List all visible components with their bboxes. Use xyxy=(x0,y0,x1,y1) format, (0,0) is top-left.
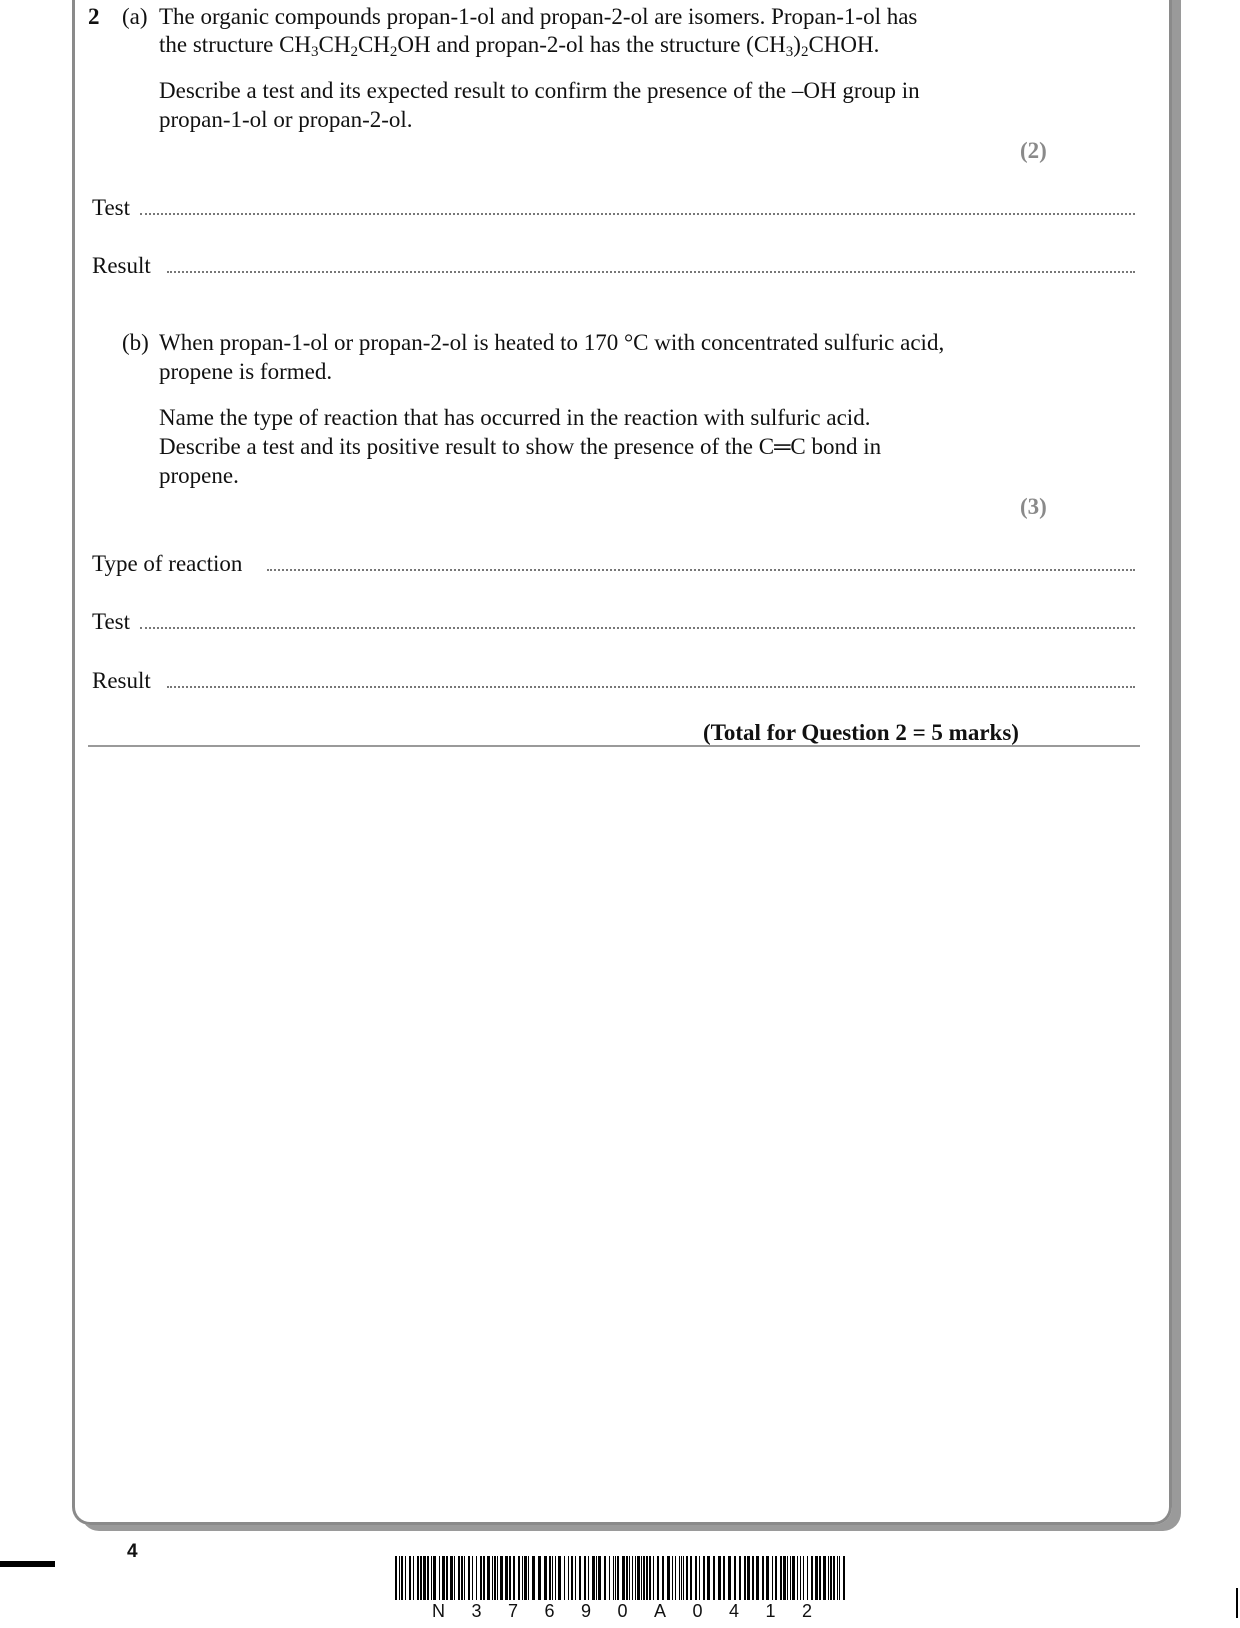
barcode-bar xyxy=(775,1556,777,1600)
barcode-text xyxy=(432,1601,812,1622)
barcode-char: 0 xyxy=(692,1601,703,1621)
page-number: 4 xyxy=(127,1541,138,1562)
barcode-bar xyxy=(454,1556,455,1600)
part-a-result-label: Result xyxy=(92,253,151,278)
margin-mark-right xyxy=(1236,1588,1238,1618)
barcode-bar xyxy=(807,1556,808,1600)
barcode-bar xyxy=(538,1556,541,1600)
barcode-bar xyxy=(803,1556,804,1600)
barcode-bar xyxy=(643,1556,645,1600)
barcode-bar xyxy=(787,1556,788,1600)
barcode-bar xyxy=(513,1556,515,1600)
barcode-bar xyxy=(598,1556,601,1600)
barcode-bar xyxy=(571,1556,573,1600)
barcode-bar xyxy=(420,1556,422,1600)
barcode-bar xyxy=(707,1556,710,1600)
barcode-bar xyxy=(522,1556,523,1600)
barcode-bar xyxy=(433,1556,436,1600)
part-a-result-answer-line[interactable] xyxy=(167,271,1135,273)
barcode-bar xyxy=(509,1556,511,1600)
barcode-bar xyxy=(830,1556,832,1600)
barcode-bar xyxy=(615,1556,616,1600)
barcode-bar xyxy=(500,1556,503,1600)
barcode-char: A xyxy=(653,1601,666,1621)
page-border xyxy=(72,0,1172,1525)
barcode-bar xyxy=(492,1556,493,1600)
part-b-stem-line2: propene is formed. xyxy=(159,359,333,384)
barcode-bar xyxy=(762,1556,764,1600)
barcode-bar xyxy=(446,1556,448,1600)
barcode-bar xyxy=(790,1556,791,1600)
barcode-bar xyxy=(833,1556,835,1600)
barcode-bar xyxy=(564,1556,565,1600)
barcode-char: 9 xyxy=(580,1601,591,1621)
barcode-char: 3 xyxy=(471,1601,482,1621)
barcode-bar xyxy=(464,1556,465,1600)
part-b-instruction-line2: Describe a test and its positive result to show the presence of the C═C bond in xyxy=(159,434,882,459)
barcode-bar xyxy=(401,1556,403,1600)
barcode-bar xyxy=(635,1556,636,1600)
barcode-bar xyxy=(552,1556,553,1600)
barcode-char: 7 xyxy=(507,1601,518,1621)
part-b-stem-line1: When propan-1-ol or propan-2-ol is heated to 170 °C with concentrated sulfuric acid, xyxy=(159,330,945,355)
barcode-bar xyxy=(494,1556,496,1600)
question-number: 2 xyxy=(88,4,100,29)
barcode-bar xyxy=(703,1556,705,1600)
barcode-bar xyxy=(395,1556,397,1600)
barcode-bar xyxy=(672,1556,673,1600)
part-b-result-answer-line[interactable] xyxy=(167,686,1135,688)
barcode-bar xyxy=(699,1556,700,1600)
barcode-bar xyxy=(653,1556,654,1600)
barcode-bar xyxy=(686,1556,688,1600)
barcode-bar xyxy=(837,1556,838,1600)
barcode-bar xyxy=(472,1556,473,1600)
barcode-bar xyxy=(752,1556,754,1600)
question-divider xyxy=(88,745,1140,747)
part-a-marks: (2) xyxy=(1020,138,1047,163)
barcode-bar xyxy=(815,1556,818,1600)
barcode-bar xyxy=(505,1556,508,1600)
barcode-bar xyxy=(679,1556,680,1600)
barcode-bar xyxy=(458,1556,460,1600)
barcode-bar xyxy=(549,1556,551,1600)
barcode-bar xyxy=(480,1556,482,1600)
barcode-bar xyxy=(800,1556,801,1600)
barcode-bar xyxy=(756,1556,759,1600)
barcode-bar xyxy=(828,1556,829,1600)
barcode-bar xyxy=(568,1556,569,1600)
barcode-bar xyxy=(579,1556,581,1600)
part-b-test-answer-line[interactable] xyxy=(140,627,1135,629)
barcode-bar xyxy=(622,1556,625,1600)
part-b-instruction-line1: Name the type of reaction that has occurred in the reaction with sulfuric acid. xyxy=(159,405,871,430)
barcode-bar xyxy=(613,1556,614,1600)
barcode-bar xyxy=(843,1556,845,1600)
barcode-bar xyxy=(723,1556,725,1600)
barcode xyxy=(395,1556,845,1600)
part-b-marks: (3) xyxy=(1020,494,1047,519)
barcode-bar xyxy=(427,1556,429,1600)
barcode-bar xyxy=(626,1556,628,1600)
barcode-bar xyxy=(637,1556,640,1600)
barcode-bar xyxy=(417,1556,419,1600)
barcode-bar xyxy=(747,1556,750,1600)
question-total-marks: (Total for Question 2 = 5 marks) xyxy=(703,720,1019,745)
barcode-char: 4 xyxy=(728,1601,739,1621)
barcode-bar xyxy=(718,1556,721,1600)
part-a-instruction-line1: Describe a test and its expected result to confirm the presence of the –OH group in xyxy=(159,78,920,103)
barcode-char: 1 xyxy=(765,1601,776,1621)
barcode-char: 2 xyxy=(801,1601,812,1621)
barcode-bar xyxy=(423,1556,426,1600)
barcode-char: N xyxy=(432,1601,445,1621)
barcode-bar xyxy=(811,1556,813,1600)
part-b-type-of-reaction-answer-line[interactable] xyxy=(267,569,1135,571)
part-a-stem-line2-start: the structure CH xyxy=(159,32,312,57)
part-b-result-label: Result xyxy=(92,668,151,693)
barcode-bar xyxy=(588,1556,589,1600)
barcode-bar xyxy=(681,1556,682,1600)
barcode-bar xyxy=(713,1556,715,1600)
barcode-bar xyxy=(617,1556,619,1600)
barcode-bar xyxy=(739,1556,741,1600)
barcode-bar xyxy=(839,1556,840,1600)
barcode-bar xyxy=(675,1556,676,1600)
part-b-test-label: Test xyxy=(92,609,130,634)
margin-mark-left xyxy=(0,1561,55,1567)
barcode-bar xyxy=(734,1556,736,1600)
barcode-char: 6 xyxy=(544,1601,555,1621)
part-a-stem-line2-rest: and propan-2-ol has the structure (CH xyxy=(436,32,786,57)
barcode-bar xyxy=(487,1556,490,1600)
barcode-bar xyxy=(575,1556,576,1600)
barcode-bar xyxy=(662,1556,664,1600)
barcode-bar xyxy=(819,1556,821,1600)
part-a-stem-line2: the structure $CH_3CH_2CH_2OH$ and propan-2-ol has the structure $(CH_3)_2CHOH$. xyxy=(159,32,880,60)
part-b-instruction-line3: propene. xyxy=(159,463,239,488)
barcode-bar xyxy=(609,1556,610,1600)
barcode-bar xyxy=(461,1556,463,1600)
barcode-bar xyxy=(780,1556,782,1600)
barcode-bar xyxy=(532,1556,535,1600)
barcode-bar xyxy=(646,1556,648,1600)
part-b-label: (b) xyxy=(122,330,149,355)
barcode-bar xyxy=(695,1556,697,1600)
barcode-bar xyxy=(555,1556,556,1600)
barcode-bar xyxy=(399,1556,400,1600)
part-a-test-answer-line[interactable] xyxy=(140,213,1135,215)
barcode-bar xyxy=(690,1556,692,1600)
barcode-bar xyxy=(558,1556,561,1600)
barcode-bar xyxy=(629,1556,630,1600)
barcode-char: 0 xyxy=(617,1601,628,1621)
barcode-bar xyxy=(442,1556,445,1600)
barcode-bar xyxy=(592,1556,595,1600)
barcode-bar xyxy=(772,1556,773,1600)
barcode-bar xyxy=(544,1556,547,1600)
part-a-instruction-line2: propan-1-ol or propan-2-ol. xyxy=(159,107,413,132)
barcode-bar xyxy=(683,1556,684,1600)
barcode-bar xyxy=(728,1556,731,1600)
barcode-bar xyxy=(797,1556,798,1600)
barcode-bar xyxy=(766,1556,769,1600)
barcode-bar xyxy=(468,1556,470,1600)
barcode-bar xyxy=(641,1556,642,1600)
barcode-bar xyxy=(528,1556,529,1600)
barcode-bar xyxy=(450,1556,453,1600)
barcode-bar xyxy=(524,1556,527,1600)
barcode-bar xyxy=(497,1556,498,1600)
barcode-bar xyxy=(405,1556,406,1600)
barcode-bar xyxy=(483,1556,485,1600)
barcode-bar xyxy=(792,1556,795,1600)
part-a-test-label: Test xyxy=(92,195,130,220)
barcode-bar xyxy=(657,1556,659,1600)
barcode-bar xyxy=(584,1556,586,1600)
part-a-label: (a) xyxy=(122,4,148,29)
part-a-stem-line1: The organic compounds propan-1-ol and propan-2-ol are isomers. Propan-1-ol has xyxy=(159,4,918,29)
barcode-bar xyxy=(649,1556,651,1600)
barcode-bar xyxy=(596,1556,597,1600)
barcode-bar xyxy=(667,1556,670,1600)
barcode-bar xyxy=(431,1556,432,1600)
barcode-bar xyxy=(476,1556,477,1600)
barcode-bar xyxy=(783,1556,786,1600)
barcode-bar xyxy=(604,1556,606,1600)
barcode-bar xyxy=(744,1556,746,1600)
barcode-bar xyxy=(823,1556,826,1600)
part-b-type-of-reaction-label: Type of reaction xyxy=(92,551,243,576)
barcode-bar xyxy=(518,1556,520,1600)
barcode-bar xyxy=(632,1556,633,1600)
barcode-bar xyxy=(409,1556,411,1600)
barcode-bar xyxy=(439,1556,440,1600)
barcode-bar xyxy=(413,1556,414,1600)
